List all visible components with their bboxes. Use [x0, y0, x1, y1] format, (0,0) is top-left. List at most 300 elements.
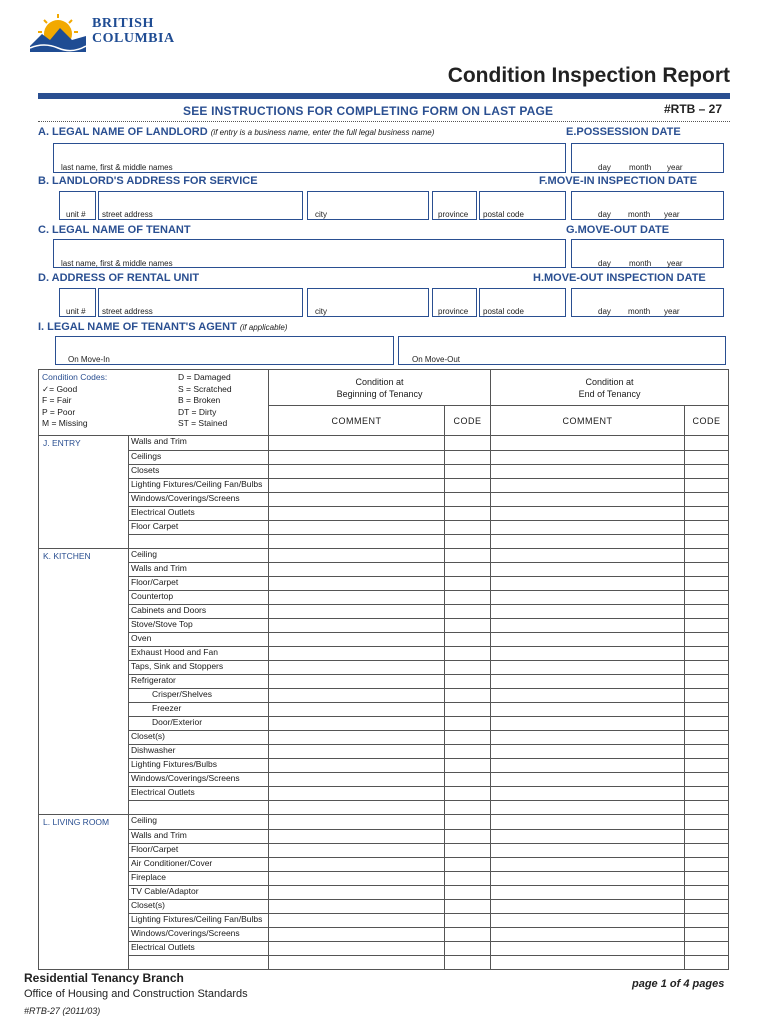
- begin-code-cell[interactable]: [445, 534, 491, 548]
- rental-city-field[interactable]: [307, 288, 429, 317]
- begin-comment-cell[interactable]: [269, 885, 445, 899]
- day-hint: day: [598, 307, 611, 316]
- table-row: [39, 941, 729, 955]
- begin-code-cell[interactable]: [445, 661, 491, 675]
- begin-comment-cell[interactable]: [269, 450, 445, 464]
- end-comment-cell[interactable]: [491, 450, 685, 464]
- footer-form-code: #RTB-27 (2011/03): [24, 1006, 101, 1016]
- begin-code-cell[interactable]: [445, 717, 491, 731]
- room-label-spacer: [39, 913, 129, 927]
- end-code-cell[interactable]: [685, 899, 729, 913]
- end-code-cell[interactable]: [685, 520, 729, 534]
- begin-comment-cell[interactable]: [269, 605, 445, 619]
- end-code-cell[interactable]: [685, 605, 729, 619]
- end-code-header: CODE: [685, 406, 729, 436]
- begin-code-cell[interactable]: [445, 913, 491, 927]
- dotted-divider: [38, 121, 730, 122]
- begin-comment-cell[interactable]: [269, 773, 445, 787]
- section-c-title: C. LEGAL NAME OF TENANT: [38, 224, 191, 236]
- rental-postal-field[interactable]: [479, 288, 566, 317]
- month-hint: month: [628, 307, 651, 316]
- begin-comment-cell[interactable]: [269, 913, 445, 927]
- begin-code-cell[interactable]: [445, 843, 491, 857]
- begin-code-cell[interactable]: [445, 506, 491, 520]
- end-comment-cell[interactable]: [491, 829, 685, 843]
- begin-code-cell[interactable]: [445, 955, 491, 969]
- room-label-spacer: [39, 506, 129, 520]
- year-hint: year: [667, 163, 683, 172]
- room-label-spacer: [39, 605, 129, 619]
- end-comment-cell[interactable]: [491, 577, 685, 591]
- item-label: TV Cable/Adaptor: [129, 885, 269, 899]
- unit-hint: unit #: [66, 307, 86, 316]
- room-label-spacer: [39, 773, 129, 787]
- rental-street-field[interactable]: [98, 288, 303, 317]
- end-header-line-2: End of Tenancy: [578, 388, 641, 399]
- room-label-spacer: [39, 675, 129, 689]
- room-label-spacer: [39, 899, 129, 913]
- begin-code-cell[interactable]: [445, 591, 491, 605]
- room-label-spacer: [39, 591, 129, 605]
- end-code-cell[interactable]: [685, 492, 729, 506]
- room-label-spacer: [39, 857, 129, 871]
- room-label-spacer: [39, 464, 129, 478]
- end-code-cell[interactable]: [685, 843, 729, 857]
- table-row: [39, 661, 729, 675]
- item-label: Closet(s): [129, 731, 269, 745]
- end-code-cell[interactable]: [685, 478, 729, 492]
- begin-code-cell[interactable]: [445, 759, 491, 773]
- end-comment-cell[interactable]: [491, 871, 685, 885]
- code-fair: F = Fair: [42, 395, 72, 405]
- item-label: [129, 955, 269, 969]
- table-row: [39, 787, 729, 801]
- logo-line-2: COLUMBIA: [92, 31, 175, 46]
- end-code-cell[interactable]: [685, 563, 729, 577]
- begin-comment-cell[interactable]: [269, 941, 445, 955]
- room-label-spacer: [39, 717, 129, 731]
- item-label: Electrical Outlets: [129, 506, 269, 520]
- begin-code-cell[interactable]: [445, 577, 491, 591]
- begin-code-cell[interactable]: [445, 745, 491, 759]
- end-comment-cell[interactable]: [491, 815, 685, 830]
- begin-code-cell[interactable]: [445, 492, 491, 506]
- move-in-inspection-date-field[interactable]: [571, 191, 724, 220]
- begin-comment-cell[interactable]: [269, 815, 445, 830]
- item-label: Windows/Coverings/Screens: [129, 927, 269, 941]
- item-label: Closet(s): [129, 899, 269, 913]
- item-label: Lighting Fixtures/Ceiling Fan/Bulbs: [129, 478, 269, 492]
- table-row: [39, 563, 729, 577]
- item-label: [129, 534, 269, 548]
- end-comment-cell[interactable]: [491, 633, 685, 647]
- begin-comment-cell[interactable]: [269, 759, 445, 773]
- end-code-cell[interactable]: [685, 787, 729, 801]
- move-out-hint: On Move-Out: [412, 355, 461, 364]
- tenant-name-hint: last name, first & middle names: [61, 259, 173, 268]
- begin-code-cell[interactable]: [445, 871, 491, 885]
- begin-comment-cell[interactable]: [269, 703, 445, 717]
- room-label-spacer: [39, 661, 129, 675]
- end-code-cell[interactable]: [685, 633, 729, 647]
- table-row: [39, 801, 729, 815]
- item-label: Door/Exterior: [129, 717, 269, 731]
- begin-comment-cell[interactable]: [269, 520, 445, 534]
- begin-code-header: CODE: [445, 406, 491, 436]
- end-code-cell[interactable]: [685, 829, 729, 843]
- end-code-cell[interactable]: [685, 927, 729, 941]
- landlord-unit-field[interactable]: [59, 191, 96, 220]
- end-comment-cell[interactable]: [491, 955, 685, 969]
- end-code-cell[interactable]: [685, 464, 729, 478]
- end-comment-cell[interactable]: [491, 492, 685, 506]
- begin-code-cell[interactable]: [445, 927, 491, 941]
- begin-code-cell[interactable]: [445, 675, 491, 689]
- end-code-cell[interactable]: [685, 871, 729, 885]
- item-label: Refrigerator: [129, 675, 269, 689]
- item-label: Stove/Stove Top: [129, 619, 269, 633]
- end-comment-cell[interactable]: [491, 605, 685, 619]
- table-row: [39, 899, 729, 913]
- begin-comment-cell[interactable]: [269, 689, 445, 703]
- end-code-cell[interactable]: [685, 801, 729, 815]
- table-row: [39, 857, 729, 871]
- end-comment-cell[interactable]: [491, 436, 685, 451]
- room-label-spacer: [39, 577, 129, 591]
- table-row: [39, 464, 729, 478]
- end-comment-cell[interactable]: [491, 717, 685, 731]
- room-label-spacer: [39, 689, 129, 703]
- end-code-cell[interactable]: [685, 548, 729, 563]
- begin-comment-cell[interactable]: [269, 647, 445, 661]
- room-label-spacer: [39, 703, 129, 717]
- end-comment-cell[interactable]: [491, 703, 685, 717]
- table-row: [39, 829, 729, 843]
- end-code-cell[interactable]: [685, 885, 729, 899]
- begin-code-cell[interactable]: [445, 787, 491, 801]
- table-row: [39, 436, 729, 451]
- begin-comment-cell[interactable]: [269, 829, 445, 843]
- end-comment-cell[interactable]: [491, 591, 685, 605]
- logo-line-1: BRITISH: [92, 16, 154, 31]
- begin-code-cell[interactable]: [445, 478, 491, 492]
- section-i-title: [38, 321, 287, 333]
- item-label: Dishwasher: [129, 745, 269, 759]
- begin-comment-cell[interactable]: [269, 577, 445, 591]
- begin-code-cell[interactable]: [445, 731, 491, 745]
- begin-comment-cell[interactable]: [269, 591, 445, 605]
- begin-code-cell[interactable]: [445, 899, 491, 913]
- end-code-cell[interactable]: [685, 941, 729, 955]
- agent-move-in-field[interactable]: [55, 336, 394, 365]
- end-tenancy-header: [491, 370, 729, 406]
- begin-comment-cell[interactable]: [269, 731, 445, 745]
- end-comment-cell[interactable]: [491, 548, 685, 563]
- landlord-province-field[interactable]: [432, 191, 477, 220]
- item-label: Crisper/Shelves: [129, 689, 269, 703]
- table-row: [39, 520, 729, 534]
- item-label: Cabinets and Doors: [129, 605, 269, 619]
- tenant-name-field[interactable]: [53, 239, 566, 268]
- begin-code-cell[interactable]: [445, 450, 491, 464]
- room-label-spacer: [39, 759, 129, 773]
- end-code-cell[interactable]: [685, 619, 729, 633]
- end-code-cell[interactable]: [685, 955, 729, 969]
- begin-comment-cell[interactable]: [269, 899, 445, 913]
- begin-comment-cell[interactable]: [269, 478, 445, 492]
- room-label: K. KITCHEN: [39, 548, 129, 563]
- begin-code-cell[interactable]: [445, 815, 491, 830]
- end-comment-cell[interactable]: [491, 773, 685, 787]
- landlord-city-field[interactable]: [307, 191, 429, 220]
- begin-comment-cell[interactable]: [269, 464, 445, 478]
- room-label-spacer: [39, 829, 129, 843]
- end-code-cell[interactable]: [685, 703, 729, 717]
- begin-code-cell[interactable]: [445, 941, 491, 955]
- end-comment-cell[interactable]: [491, 927, 685, 941]
- begin-code-cell[interactable]: [445, 520, 491, 534]
- end-code-cell[interactable]: [685, 773, 729, 787]
- item-label: Electrical Outlets: [129, 787, 269, 801]
- end-comment-cell[interactable]: [491, 647, 685, 661]
- end-code-cell[interactable]: [685, 745, 729, 759]
- begin-code-cell[interactable]: [445, 647, 491, 661]
- begin-code-cell[interactable]: [445, 548, 491, 563]
- day-hint: day: [598, 259, 611, 268]
- begin-comment-cell[interactable]: [269, 745, 445, 759]
- begin-comment-cell[interactable]: [269, 534, 445, 548]
- begin-comment-cell[interactable]: [269, 661, 445, 675]
- room-label-spacer: [39, 563, 129, 577]
- move-out-date-field[interactable]: [571, 239, 724, 268]
- condition-table: [38, 369, 729, 970]
- street-hint: street address: [102, 307, 153, 316]
- begin-code-cell[interactable]: [445, 829, 491, 843]
- end-code-cell[interactable]: [685, 913, 729, 927]
- begin-comment-cell[interactable]: [269, 506, 445, 520]
- footer-office: Office of Housing and Construction Standards: [24, 988, 248, 1000]
- end-code-cell[interactable]: [685, 759, 729, 773]
- month-hint: month: [629, 259, 652, 268]
- begin-code-cell[interactable]: [445, 801, 491, 815]
- end-code-cell[interactable]: [685, 675, 729, 689]
- end-comment-cell[interactable]: [491, 661, 685, 675]
- code-broken: B = Broken: [178, 395, 221, 405]
- table-row: [39, 773, 729, 787]
- room-label-spacer: [39, 843, 129, 857]
- end-comment-cell[interactable]: [491, 857, 685, 871]
- table-row: [39, 927, 729, 941]
- begin-code-cell[interactable]: [445, 857, 491, 871]
- footer-branch: Residential Tenancy Branch: [24, 971, 184, 985]
- begin-comment-cell[interactable]: [269, 843, 445, 857]
- end-code-cell[interactable]: [685, 577, 729, 591]
- item-label: Exhaust Hood and Fan: [129, 647, 269, 661]
- item-label: Lighting Fixtures/Bulbs: [129, 759, 269, 773]
- end-comment-cell[interactable]: [491, 885, 685, 899]
- end-code-cell[interactable]: [685, 731, 729, 745]
- end-comment-cell[interactable]: [491, 520, 685, 534]
- end-comment-cell[interactable]: [491, 731, 685, 745]
- begin-code-cell[interactable]: [445, 689, 491, 703]
- code-damaged: D = Damaged: [178, 372, 231, 382]
- item-label: Walls and Trim: [129, 829, 269, 843]
- end-comment-cell[interactable]: [491, 478, 685, 492]
- begin-comment-cell[interactable]: [269, 675, 445, 689]
- page-title: Condition Inspection Report: [447, 64, 730, 87]
- unit-hint: unit #: [66, 210, 86, 219]
- end-comment-cell[interactable]: [491, 787, 685, 801]
- title-rule: [38, 93, 730, 99]
- table-row: [39, 534, 729, 548]
- begin-code-cell[interactable]: [445, 619, 491, 633]
- table-row: [39, 548, 729, 563]
- end-code-cell[interactable]: [685, 661, 729, 675]
- begin-code-cell[interactable]: [445, 436, 491, 451]
- landlord-street-field[interactable]: [98, 191, 303, 220]
- begin-code-cell[interactable]: [445, 633, 491, 647]
- end-comment-cell[interactable]: [491, 899, 685, 913]
- table-row: [39, 871, 729, 885]
- begin-code-cell[interactable]: [445, 563, 491, 577]
- table-row: [39, 731, 729, 745]
- table-row: [39, 619, 729, 633]
- end-comment-cell[interactable]: [491, 464, 685, 478]
- landlord-postal-field[interactable]: [479, 191, 566, 220]
- begin-comment-cell[interactable]: [269, 955, 445, 969]
- end-comment-cell[interactable]: [491, 913, 685, 927]
- room-label-spacer: [39, 787, 129, 801]
- code-scratched: S = Scratched: [178, 383, 232, 394]
- table-row: [39, 675, 729, 689]
- end-code-cell[interactable]: [685, 689, 729, 703]
- begin-comment-cell[interactable]: [269, 436, 445, 451]
- end-code-cell[interactable]: [685, 647, 729, 661]
- beginning-tenancy-header: [269, 370, 491, 406]
- table-row: [39, 647, 729, 661]
- begin-comment-cell[interactable]: [269, 857, 445, 871]
- end-comment-cell[interactable]: [491, 759, 685, 773]
- table-row: [39, 913, 729, 927]
- table-row: [39, 703, 729, 717]
- room-label-spacer: [39, 633, 129, 647]
- begin-comment-cell[interactable]: [269, 717, 445, 731]
- end-comment-cell[interactable]: [491, 534, 685, 548]
- item-label: Windows/Coverings/Screens: [129, 492, 269, 506]
- begin-comment-cell[interactable]: [269, 492, 445, 506]
- begin-comment-cell[interactable]: [269, 633, 445, 647]
- table-row: [39, 605, 729, 619]
- begin-comment-cell[interactable]: [269, 548, 445, 563]
- month-hint: month: [628, 210, 651, 219]
- room-label-spacer: [39, 955, 129, 969]
- end-code-cell[interactable]: [685, 857, 729, 871]
- begin-comment-cell[interactable]: [269, 801, 445, 815]
- table-row: [39, 815, 729, 830]
- possession-date-field[interactable]: [571, 143, 724, 173]
- item-label: Walls and Trim: [129, 436, 269, 451]
- item-label: Fireplace: [129, 871, 269, 885]
- end-comment-cell[interactable]: [491, 689, 685, 703]
- begin-code-cell[interactable]: [445, 773, 491, 787]
- end-code-cell[interactable]: [685, 591, 729, 605]
- move-out-inspection-date-field[interactable]: [571, 288, 724, 317]
- code-poor: P = Poor: [42, 406, 76, 417]
- begin-comment-cell[interactable]: [269, 871, 445, 885]
- end-code-cell[interactable]: [685, 534, 729, 548]
- room-label-spacer: [39, 871, 129, 885]
- begin-comment-cell[interactable]: [269, 563, 445, 577]
- begin-code-cell[interactable]: [445, 703, 491, 717]
- room-label-spacer: [39, 492, 129, 506]
- room-label-spacer: [39, 927, 129, 941]
- item-label: Air Conditioner/Cover: [129, 857, 269, 871]
- item-label: Walls and Trim: [129, 563, 269, 577]
- end-code-cell[interactable]: [685, 717, 729, 731]
- table-row: [39, 759, 729, 773]
- table-row: [39, 633, 729, 647]
- begin-comment-cell[interactable]: [269, 927, 445, 941]
- end-comment-cell[interactable]: [491, 843, 685, 857]
- agent-move-out-field[interactable]: [398, 336, 726, 365]
- begin-comment-cell[interactable]: [269, 787, 445, 801]
- form-number: #RTB – 27: [664, 102, 723, 116]
- item-label: Ceiling: [129, 548, 269, 563]
- item-label: Ceiling: [129, 815, 269, 830]
- rental-unit-field[interactable]: [59, 288, 96, 317]
- item-label: Freezer: [129, 703, 269, 717]
- end-comment-header: COMMENT: [491, 406, 685, 436]
- end-comment-cell[interactable]: [491, 619, 685, 633]
- end-code-cell[interactable]: [685, 436, 729, 451]
- end-header-line-1: Condition at: [585, 376, 634, 387]
- end-code-cell[interactable]: [685, 506, 729, 520]
- section-b-title: B. LANDLORD'S ADDRESS FOR SERVICE: [38, 175, 258, 187]
- item-label: Taps, Sink and Stoppers: [129, 661, 269, 675]
- section-d-title: D. ADDRESS OF RENTAL UNIT: [38, 272, 200, 284]
- table-row: [39, 745, 729, 759]
- begin-code-cell[interactable]: [445, 605, 491, 619]
- street-hint: street address: [102, 210, 153, 219]
- table-row: [39, 843, 729, 857]
- begin-code-cell[interactable]: [445, 885, 491, 899]
- end-comment-cell[interactable]: [491, 745, 685, 759]
- begin-comment-cell[interactable]: [269, 619, 445, 633]
- table-row: [39, 506, 729, 520]
- end-comment-cell[interactable]: [491, 563, 685, 577]
- sun-mountain-logo-icon: [30, 12, 86, 52]
- rental-province-field[interactable]: [432, 288, 477, 317]
- end-code-cell[interactable]: [685, 450, 729, 464]
- code-dirty: DT = Dirty: [178, 406, 217, 417]
- end-comment-cell[interactable]: [491, 801, 685, 815]
- end-comment-cell[interactable]: [491, 941, 685, 955]
- landlord-name-hint: last name, first & middle names: [61, 163, 173, 172]
- table-row: [39, 717, 729, 731]
- item-label: Floor Carpet: [129, 520, 269, 534]
- instructions-text: SEE INSTRUCTIONS FOR COMPLETING FORM ON LAST PAGE: [183, 104, 554, 118]
- end-code-cell[interactable]: [685, 815, 729, 830]
- item-label: Lighting Fixtures/Ceiling Fan/Bulbs: [129, 913, 269, 927]
- end-comment-cell[interactable]: [491, 506, 685, 520]
- section-a-title: [38, 126, 434, 138]
- begin-header-line-1: Condition at: [355, 376, 404, 387]
- code-stained: ST = Stained: [178, 418, 228, 428]
- landlord-name-field[interactable]: [53, 143, 566, 173]
- end-comment-cell[interactable]: [491, 675, 685, 689]
- month-hint: month: [629, 163, 652, 172]
- begin-code-cell[interactable]: [445, 464, 491, 478]
